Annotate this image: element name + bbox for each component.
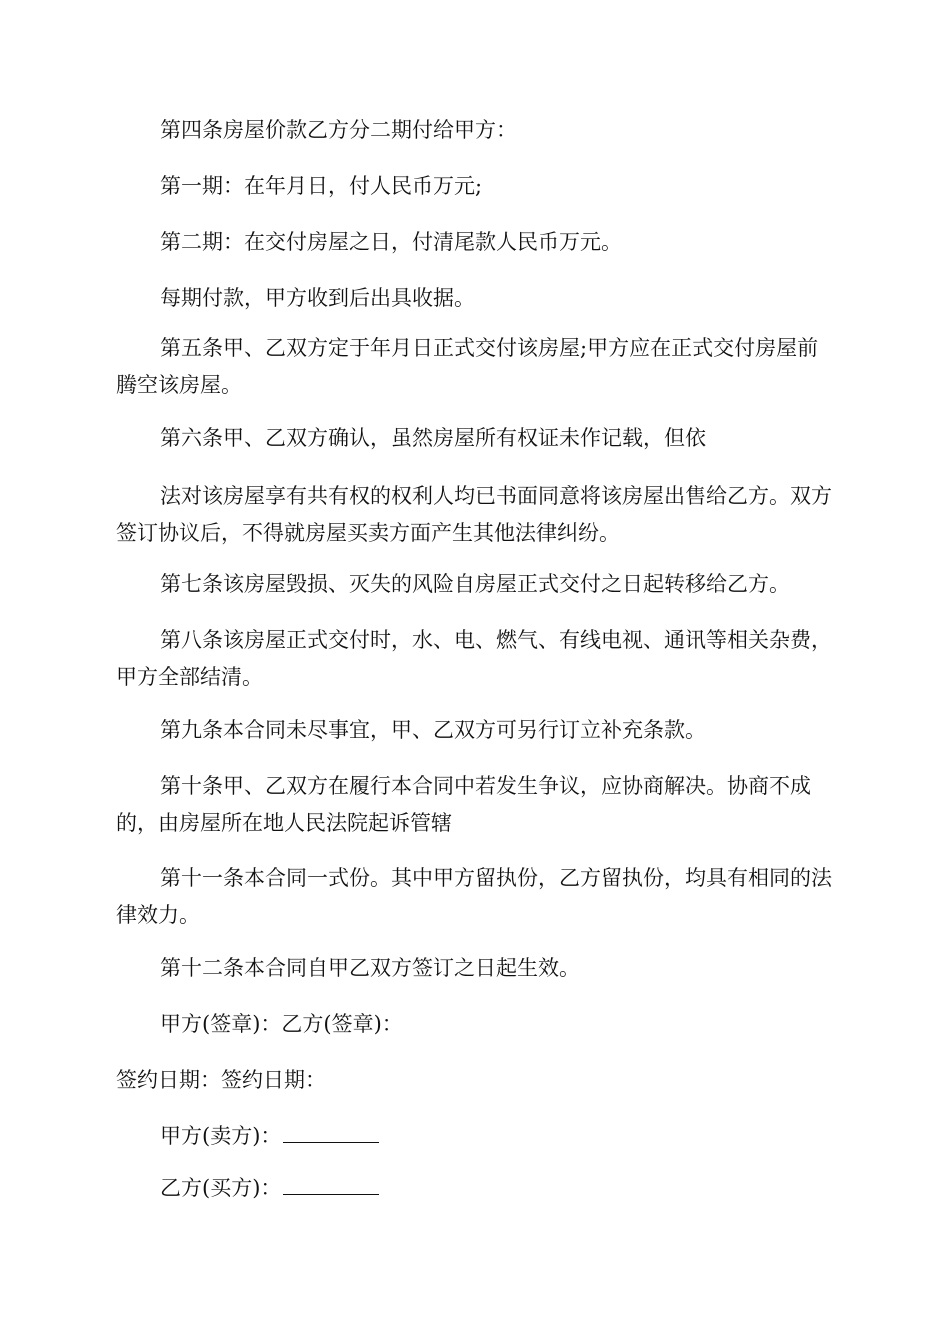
- signing-date-line: 签约日期：签约日期：: [116, 1068, 326, 1092]
- clause-4: 第四条房屋价款乙方分二期付给甲方：: [160, 118, 517, 142]
- signature-seal-line: 甲方(签章)：乙方(签章)：: [160, 1012, 403, 1036]
- clause-9: 第九条本合同未尽事宜，甲、乙双方可另行订立补充条款。: [160, 718, 706, 742]
- clause-5: 第五条甲、乙双方定于年月日正式交付该房屋;甲方应在正式交付房屋前腾空该房屋。: [116, 336, 819, 397]
- payment-phase-2: 第二期：在交付房屋之日，付清尾款人民币万元。: [160, 230, 622, 254]
- seller-label: 甲方(卖方)：: [160, 1124, 282, 1148]
- receipt-note: 每期付款，甲方收到后出具收据。: [160, 286, 475, 310]
- buyer-signature-line: [116, 1170, 836, 1207]
- seller-signature-line: [116, 1118, 836, 1155]
- clause-12: 第十二条本合同自甲乙双方签订之日起生效。: [160, 956, 580, 980]
- seller-blank[interactable]: [283, 1122, 379, 1143]
- clause-6-continued: 法对该房屋享有共有权的权利人均已书面同意将该房屋出售给乙方。双方签订协议后，不得就房屋买卖方面产生其他法律纠纷。: [116, 484, 832, 545]
- buyer-blank[interactable]: [283, 1174, 379, 1195]
- clause-7: 第七条该房屋毁损、灭失的风险自房屋正式交付之日起转移给乙方。: [160, 572, 790, 596]
- buyer-label: 乙方(买方)：: [160, 1176, 282, 1200]
- clause-6: 第六条甲、乙双方确认，虽然房屋所有权证未作记载，但依: [160, 426, 706, 450]
- clause-11: 第十一条本合同一式份。其中甲方留执份，乙方留执份，均具有相同的法律效力。: [116, 866, 832, 927]
- clause-10: 第十条甲、乙双方在履行本合同中若发生争议，应协商解决。协商不成的，由房屋所在地人民法院起诉管辖: [116, 774, 811, 835]
- payment-phase-1: 第一期：在年月日，付人民币万元;: [160, 174, 483, 198]
- clause-8: 第八条该房屋正式交付时，水、电、燃气、有线电视、通讯等相关杂费，甲方全部结清。: [116, 628, 832, 689]
